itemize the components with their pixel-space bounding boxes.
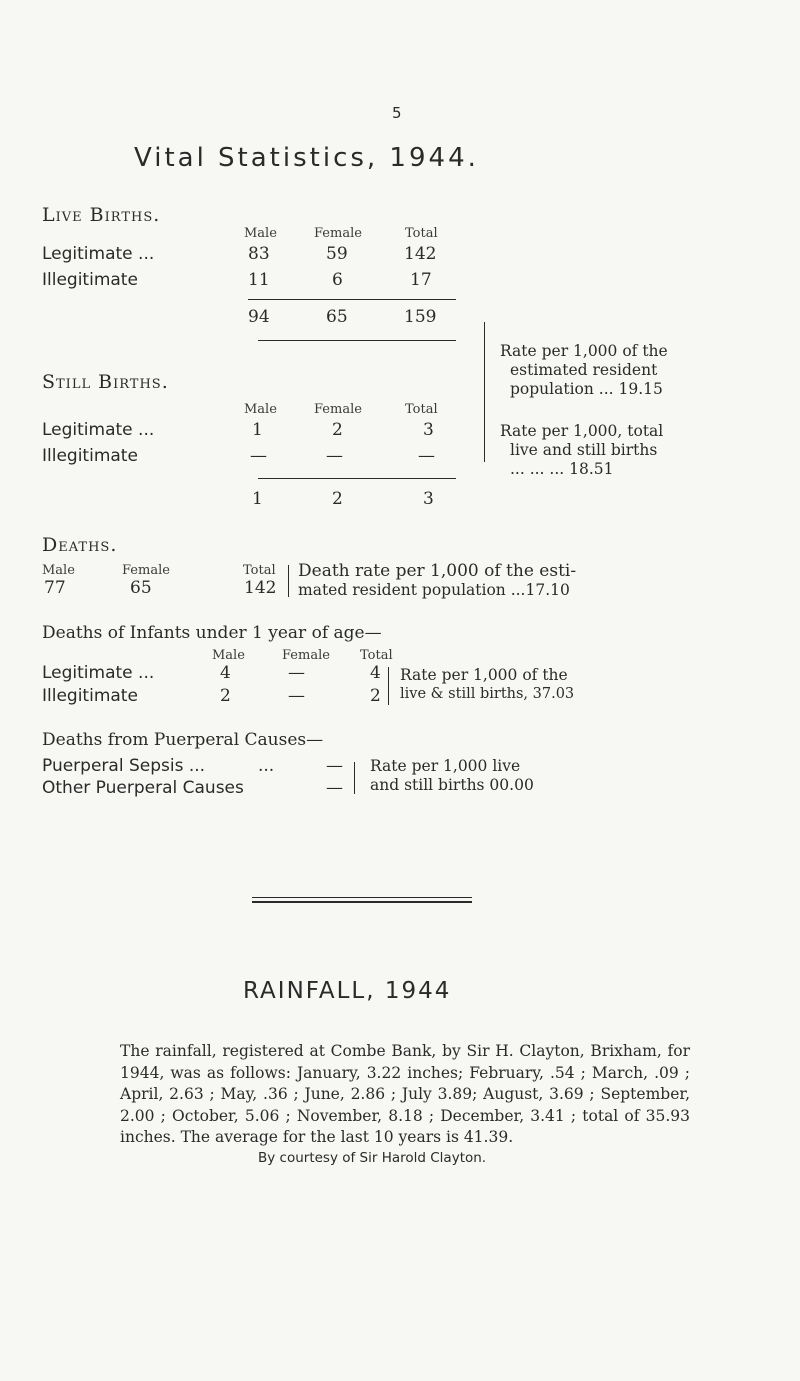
- births-bracket: [484, 322, 485, 462]
- puerperal-heading: Deaths from Puerperal Causes—: [42, 730, 324, 750]
- still-births-legit-female: 2: [332, 420, 343, 440]
- live-births-illegit-male: 11: [248, 270, 270, 290]
- still-births-illegit-male: —: [250, 446, 267, 466]
- infant-deaths-male-header: Male: [212, 648, 245, 663]
- still-births-legit-male: 1: [252, 420, 263, 440]
- page-title: Vital Statistics, 1944.: [134, 143, 479, 173]
- live-births-illegit-total: 17: [410, 270, 432, 290]
- live-births-total-total: 159: [404, 307, 437, 327]
- live-births-rate-line2: estimated resident: [510, 361, 658, 379]
- still-births-female-header: Female: [314, 402, 362, 417]
- live-births-total-male: 94: [248, 307, 270, 327]
- still-births-male-header: Male: [244, 402, 277, 417]
- puerperal-rate-line2: and still births 00.00: [370, 776, 534, 794]
- infant-deaths-legit-total: 4: [370, 663, 381, 683]
- page-number: 5: [392, 104, 402, 122]
- live-births-heading: Live Births.: [42, 204, 161, 226]
- live-births-rate-line1: Rate per 1,000 of the: [500, 342, 668, 360]
- rainfall-credit: By courtesy of Sir Harold Clayton.: [258, 1150, 487, 1166]
- deaths-total-header: Total: [243, 563, 276, 578]
- puerperal-other-value: —: [326, 778, 343, 798]
- puerperal-other-label: Other Puerperal Causes: [42, 778, 244, 798]
- still-births-rate-line3: ... ... ... 18.51: [510, 460, 614, 478]
- deaths-female-header: Female: [122, 563, 170, 578]
- still-births-total-female: 2: [332, 489, 343, 509]
- rainfall-paragraph: The rainfall, registered at Combe Bank, by Sir H. Clayton, Brixham, for 1944, was as follows: January, 3.22 inches; February, .54 ; March, .09 ; April, 2.63 ; May, .36 ; June, 2.86 ; July 3.89; August, 3.69 ; September, 2.00 ; October, 5.06 ; November, 8.18 ; December, 3.41 ; total of 35.93 inches. The average for the last 10 years is 41.39.: [120, 1042, 690, 1146]
- infant-deaths-total-header: Total: [360, 648, 393, 663]
- infant-deaths-rate-line1: Rate per 1,000 of the: [400, 666, 568, 684]
- puerperal-sepsis-label: Puerperal Sepsis ...: [42, 756, 206, 776]
- live-births-legit-male: 83: [248, 244, 270, 264]
- infant-deaths-legit-male: 4: [220, 663, 231, 683]
- still-births-total-male: 1: [252, 489, 263, 509]
- live-births-double-rule: [258, 340, 456, 341]
- still-births-total-header: Total: [405, 402, 438, 417]
- live-births-legit-label: Legitimate ...: [42, 244, 155, 264]
- live-births-total-female: 65: [326, 307, 348, 327]
- infant-deaths-legit-female: —: [288, 663, 305, 683]
- infant-deaths-female-header: Female: [282, 648, 330, 663]
- still-births-rate-line2: live and still births: [510, 441, 658, 459]
- live-births-illegit-female: 6: [332, 270, 343, 290]
- still-births-illegit-total: —: [418, 446, 435, 466]
- live-births-rate-line3: population ... 19.15: [510, 380, 663, 398]
- live-births-female-header: Female: [314, 226, 362, 241]
- deaths-rate-line1: Death rate per 1,000 of the esti-: [298, 561, 577, 581]
- puerperal-sepsis-dots: ...: [258, 756, 275, 776]
- live-births-male-header: Male: [244, 226, 277, 241]
- rainfall-title: RAINFALL, 1944: [243, 978, 452, 1004]
- still-births-sum-rule: [258, 478, 456, 479]
- live-births-total-header: Total: [405, 226, 438, 241]
- live-births-legit-total: 142: [404, 244, 437, 264]
- deaths-rate-line2: mated resident population ...17.10: [298, 581, 570, 599]
- infant-deaths-rate-line2: live & still births, 37.03: [400, 686, 575, 702]
- section-divider-top: [252, 897, 472, 898]
- infant-deaths-illegit-female: —: [288, 686, 305, 706]
- live-births-illegit-label: Illegitimate: [42, 270, 138, 290]
- still-births-illegit-label: Illegitimate: [42, 446, 138, 466]
- deaths-male-value: 77: [44, 578, 66, 598]
- infant-deaths-illegit-male: 2: [220, 686, 231, 706]
- infant-deaths-illegit-label: Illegitimate: [42, 686, 138, 706]
- infant-deaths-legit-label: Legitimate ...: [42, 663, 155, 683]
- puerperal-sepsis-value: —: [326, 756, 343, 776]
- still-births-total-total: 3: [423, 489, 434, 509]
- still-births-legit-label: Legitimate ...: [42, 420, 155, 440]
- live-births-sum-rule: [248, 299, 456, 300]
- section-divider-bottom: [252, 901, 472, 903]
- still-births-heading: Still Births.: [42, 371, 169, 393]
- live-births-legit-female: 59: [326, 244, 348, 264]
- deaths-female-value: 65: [130, 578, 152, 598]
- deaths-heading: Deaths.: [42, 534, 118, 556]
- still-births-illegit-female: —: [326, 446, 343, 466]
- infant-deaths-heading: Deaths of Infants under 1 year of age—: [42, 623, 382, 643]
- still-births-rate-line1: Rate per 1,000, total: [500, 422, 664, 440]
- infant-deaths-illegit-total: 2: [370, 686, 381, 706]
- puerperal-bracket: [354, 762, 355, 794]
- deaths-male-header: Male: [42, 563, 75, 578]
- infant-deaths-bracket: [388, 667, 389, 705]
- puerperal-rate-line1: Rate per 1,000 live: [370, 757, 521, 775]
- deaths-bracket: [288, 565, 289, 597]
- deaths-total-value: 142: [244, 578, 277, 598]
- still-births-legit-total: 3: [423, 420, 434, 440]
